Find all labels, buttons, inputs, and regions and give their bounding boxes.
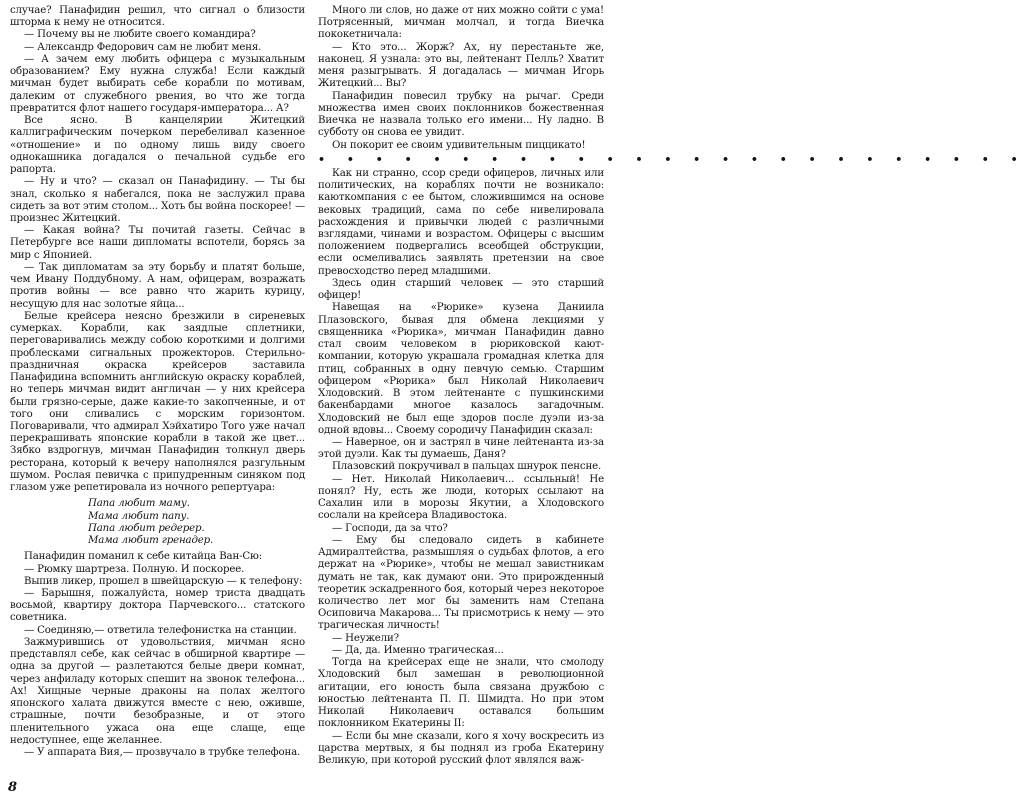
paragraph: Зажмурившись от удовольствия, мичман ясно представлял себе, как сейчас в обширной квартире — одна за другой — разлетаются белые двери комнат, через анфиладу которых спешит на звонок телефона... Ах! Хищные черные драконы на полах желтого японского халата движутся вместе с нею, оживше, страшные, почти безобразные, и от этого пленительного ужаса она еще слаще, еще недоступнее, еще желаннее. bbox=[10, 636, 305, 746]
paragraph: Все ясно. В канцелярии Житецкий каллиграфическим почерком перебеливал казенное «отношение» и по одному лишь виду своего однокашника догадался о печальной судьбе его рапорта. bbox=[10, 115, 305, 176]
paragraph: — Господи, да за что? bbox=[332, 522, 448, 534]
paragraph: — Какая война? Ты почитай газеты. Сейчас в Петербурге все наши дипломаты вспотели, борясь за мир с Японией. bbox=[10, 225, 305, 261]
paragraph: — Неужели? bbox=[332, 632, 399, 644]
paragraph: — Соединяю,— ответила телефонистка на станции. bbox=[24, 624, 297, 636]
paragraph: Выпив ликер, прошел в швейцарскую — к телефону: bbox=[24, 575, 303, 587]
paragraph: Здесь один старший человек — это старший офицер! bbox=[318, 277, 604, 302]
paragraph: Панафидин поманил к себе китайца Ван-Сю: bbox=[24, 551, 263, 563]
page-number: 8 bbox=[8, 780, 18, 795]
paragraph: — Кто это... Жорж? Ах, ну перестаньте же, наконец. Я узнала: это вы, лейтенант Пелль? Хватит меня разыгрывать. Я догадалась — мичман Игорь Житецкий... Вы? bbox=[318, 41, 604, 90]
paragraph: — Почему вы не любите своего командира? bbox=[24, 29, 256, 41]
paragraph: — А зачем ему любить офицера с музыкальным образованием? Ему нужна служба! Если каждый мичман будет выбирать себе корабли по мотивам, далеким от служебного рвения, во что же тогда превратится флот нашего государя-императора... А? bbox=[10, 53, 305, 114]
paragraph: случае? Панафидин решил, что сигнал о близости шторма к нему не относится. bbox=[10, 5, 305, 29]
paragraph: — Да, да. Именно трагическая... bbox=[332, 644, 504, 656]
paragraph: Белые крейсера неясно брезжили в сиреневых сумерках. Корабли, как заядлые сплетники, переговаривались между собою короткими и долгими проблесками сигнальных прожекторов. Стерильно-праздничная окраска крейсеров заставила Панафидина вспомнить английскую окраску кораблей, но теперь мичман видит англичан — у них крейсера были грязно-серые, даже какие-то закопченные, и от того они сливались с морским горизонтом. Поговаривали, что адмирал Хэйхатиро Того уже начал перекрашивать японские корабли в такой же цвет... Зябко вздрогнув, мичман Панафидин толкнул дверь ресторана, который к вечеру наполнялся разгульным шумом. Рослая певичка с припудренным синяком под глазом уже репетировала из ночного репертуара: bbox=[10, 310, 305, 494]
paragraph: — Нет. Николай Николаевич... ссыльный! Не понял? Ну, есть же люди, которых ссылают на Сахалин или в морозы Якутии, а Хлодовского сослали на крейсера Владивостока. bbox=[318, 473, 604, 522]
verse-line: Папа любит маму. bbox=[88, 498, 190, 510]
paragraph: — Александр Федорович сам не любит меня. bbox=[24, 41, 262, 53]
paragraph: — Если бы мне сказали, кого я хочу воскресить из царства мертвых, я бы поднял из гроба Екатерину Великую, при которой русский флот являлся важ- bbox=[318, 730, 604, 767]
paragraph: Панафидин повесил трубку на рычаг. Среди множества имен своих поклонников божественная Виечка не назвала только его имени... Ну ладно. В субботу он снова ее увидит. bbox=[318, 90, 604, 139]
paragraph: Навещая на «Рюрике» кузена Даниила Плазовского, бывая для обмена лекциями у священника «Рюрика», мичман Панафидин давно стал своим человеком в рюриковской кают-компании, которую украшала громадная клетка для птиц, собранных в одну певчую семью. Старшим офицером «Рюрика» был Николай Николаевич Хлодовский. В этом лейтенанте с пушкинскими бакенбардами многое казалось загадочным. Хлодовский не был еще здоров после дуэли из-за одной вдовы... Своему сородичу Панафидин сказал: bbox=[318, 302, 604, 436]
paragraph: — Ему бы следовало сидеть в кабинете Адмиралтейства, размышляя о судьбах флотов, а его держат на «Рюрике», чтобы не мешал завистникам думать не так, как думают они. Это прирожденный теоретик эскадренного боя, который через некоторое количество лет мог бы заменить нам Степана Осиповича Макарова... Ты присмотрись к нему — это трагическая личность! bbox=[318, 534, 604, 632]
paragraph: Как ни странно, ссор среди офицеров, личных или политических, на кораблях почти не возникало: каюткомпания с ее бытом, сложившимся на основе вековых традиций, сама по себе нивелировала расхождения и привычки людей с различными взглядами, чинами и возрастом. Офицеры с высшим положением подвергались всеобщей обструкции, если осмеливались заявлять претензии на свое превосходство перед младшими. bbox=[318, 167, 604, 277]
section-divider: • • • • • • • • • • • • • • • • • • • • • • • • • bbox=[318, 152, 1027, 166]
verse-line: Папа любит редерер. bbox=[88, 522, 205, 534]
paragraph: Плазовский покручивал в пальцах шнурок пенсне. bbox=[332, 461, 602, 473]
left-column bbox=[10, 5, 305, 759]
paragraph: Много ли слов, но даже от них можно сойти с ума! Потрясенный, мичман молчал, и тогда Виечка пококетничала: bbox=[318, 5, 604, 41]
paragraph: — Наверное, он и застрял в чине лейтенанта из-за этой дуэли. Как ты думаешь, Даня? bbox=[318, 436, 604, 461]
paragraph: — Ну и что? — сказал он Панафидину. — Ты бы знал, сколько я набегался, пока не заслужил права сидеть за вот этим столом... Хоть бы война поскорее! — произнес Житецкий. bbox=[10, 176, 305, 224]
right-column bbox=[318, 5, 1027, 767]
paragraph: — У аппарата Вия,— прозвучало в трубке телефона. bbox=[24, 747, 301, 759]
song-verse bbox=[88, 498, 305, 547]
paragraph: Он покорит ее своим удивительным пиццикато! bbox=[332, 139, 586, 151]
paragraph: — Так дипломатам за эту борьбу и платят больше, чем Ивану Поддубному. А нам, офицерам, возражать против войны — все равно что жарить курицу, несущую для нас золотые яйца... bbox=[10, 261, 305, 310]
paragraph: — Рюмку шартреза. Полную. И поскорее. bbox=[24, 563, 245, 575]
verse-line: Мама любит гренадер. bbox=[88, 535, 214, 547]
verse-line: Мама любит папу. bbox=[88, 510, 190, 522]
paragraph: — Барышня, пожалуйста, номер триста двадцать восьмой, квартиру доктора Парчевского... статского советника. bbox=[10, 588, 305, 624]
paragraph: Тогда на крейсерах еще не знали, что смолоду Хлодовский был замешан в революционной агитации, его юность была связана дружбою с юностью лейтенанта П. П. Шмидта. Но при этом Николай Николаевич оставался большим поклонником Екатерины II: bbox=[318, 657, 604, 730]
